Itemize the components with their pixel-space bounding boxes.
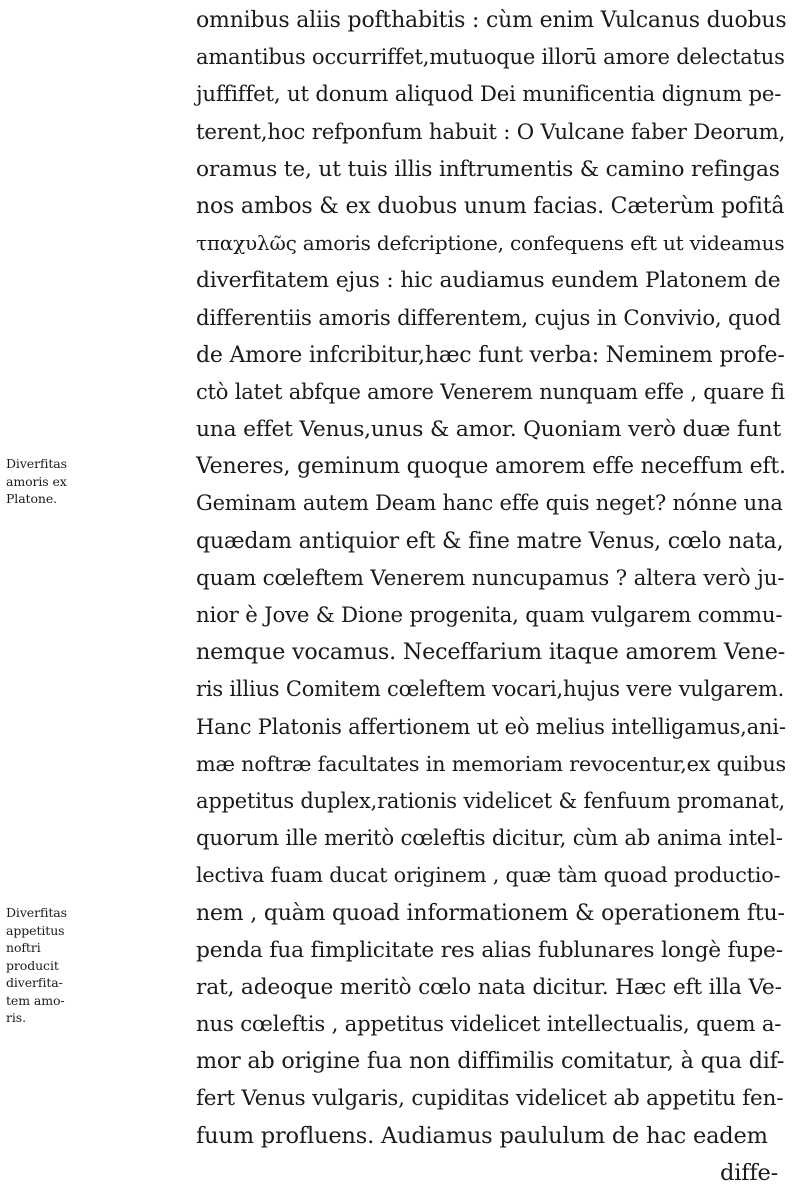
text-line: omnibus aliis pofthabitis : cùm enim Vulcanus duobus [196, 8, 787, 33]
margin-note-line: Diverfitas [6, 905, 67, 920]
text-line: rat, adeoque meritò cœlo nata dicitur. Hæc eft illa Ve- [196, 974, 782, 1000]
text-line: mæ noftræ facultates in memoriam revocentur,ex quibus [196, 751, 787, 776]
text-line: ctò latet abfque amore Venerem nunquam effe , quare fi [196, 379, 785, 404]
text-line: nus cœleftis , appetitus videlicet intellectualis, quem a- [196, 1012, 782, 1038]
margin-note-line: appetitus [6, 922, 65, 938]
text-line: de Amore infcribitur,hæc funt verba: Neminem profe- [196, 342, 785, 368]
text-line: Veneres, geminum quoque amorem effe neceffum eft. [196, 454, 786, 480]
catchword: diffe- [720, 1159, 778, 1186]
text-line: quorum ille meritò cœleftis dicitur, cùm ab anima intel- [196, 826, 783, 852]
text-line: Hanc Platonis affertionem ut eò melius intelligamus,ani- [196, 714, 786, 739]
text-line: lectiva fuam ducat originem , quæ tàm quoad productio- [196, 863, 781, 888]
text-line: nem , quàm quoad informationem & operationem ftu- [196, 900, 785, 926]
text-line: Geminam autem Deam hanc effe quis neget? nónne una [196, 491, 783, 516]
margin-note-line: noftri [6, 940, 41, 955]
text-line: oramus te, ut tuis illis inftrumentis & camino refingas [196, 156, 780, 182]
text-line: nior è Jove & Dione progenita, quam vulgarem commu- [196, 603, 783, 628]
text-line: fuum profluens. Audiamus paululum de hac eadem [196, 1122, 768, 1149]
text-line: amantibus occurriffet,mutuoque illorū amore delectatus [196, 45, 785, 70]
text-line: fert Venus vulgaris, cupiditas videlicet ab appetitu fen- [196, 1086, 784, 1112]
text-line: terent,hoc refponfum habuit : O Vulcane faber Deorum, [196, 119, 786, 145]
text-line: quædam antiquior eft & fine matre Venus, cœlo nata, [196, 528, 784, 554]
margin-note-line: Platone. [6, 491, 58, 506]
main-text-block [196, 2, 786, 1192]
margin-note-diversity-of-appetite [6, 904, 78, 1027]
text-line: penda fua fimplicitate res alias fublunares longè fupe- [196, 937, 783, 963]
text-line: una effet Venus,unus & amor. Quoniam verò duæ funt [196, 417, 782, 443]
text-line: quam cœleftem Venerem nuncupamus ? altera verò ju- [196, 565, 785, 591]
text-line: ris illius Comitem cœleftem vocari,hujus vere vulgarem. [196, 677, 785, 702]
text-line: τπαχυλῶς amoris defcriptione, confequens eft ut videamus [196, 231, 785, 256]
text-line: differentiis amoris differentem, cujus in Convivio, quod [196, 305, 781, 331]
margin-note-line: producit [6, 957, 59, 973]
margin-note-line: Diverfitas [6, 456, 67, 471]
text-line: appetitus duplex,rationis videlicet & fenfuum promanat, [196, 788, 785, 813]
text-line: juffiffet, ut donum aliquod Dei munificentia dignum pe- [196, 82, 782, 108]
margin-note-line: ris. [6, 1010, 26, 1025]
text-line: nos ambos & ex duobus unum facias. Cæterùm pofitâ [196, 193, 785, 219]
margin-note-line: amoris ex [6, 473, 67, 489]
text-line: nemque vocamus. Neceffarium itaque amorem Vene- [196, 639, 786, 666]
text-line: mor ab origine fua non diffimilis comitatur, à qua dif- [196, 1048, 785, 1075]
margin-note-line: diverfita- [6, 975, 63, 990]
margin-note-line: tem amo- [6, 992, 65, 1008]
margin-note-diversity-of-love [6, 455, 78, 508]
text-line: diverfitatem ejus : hic audiamus eundem Platonem de [196, 268, 781, 294]
